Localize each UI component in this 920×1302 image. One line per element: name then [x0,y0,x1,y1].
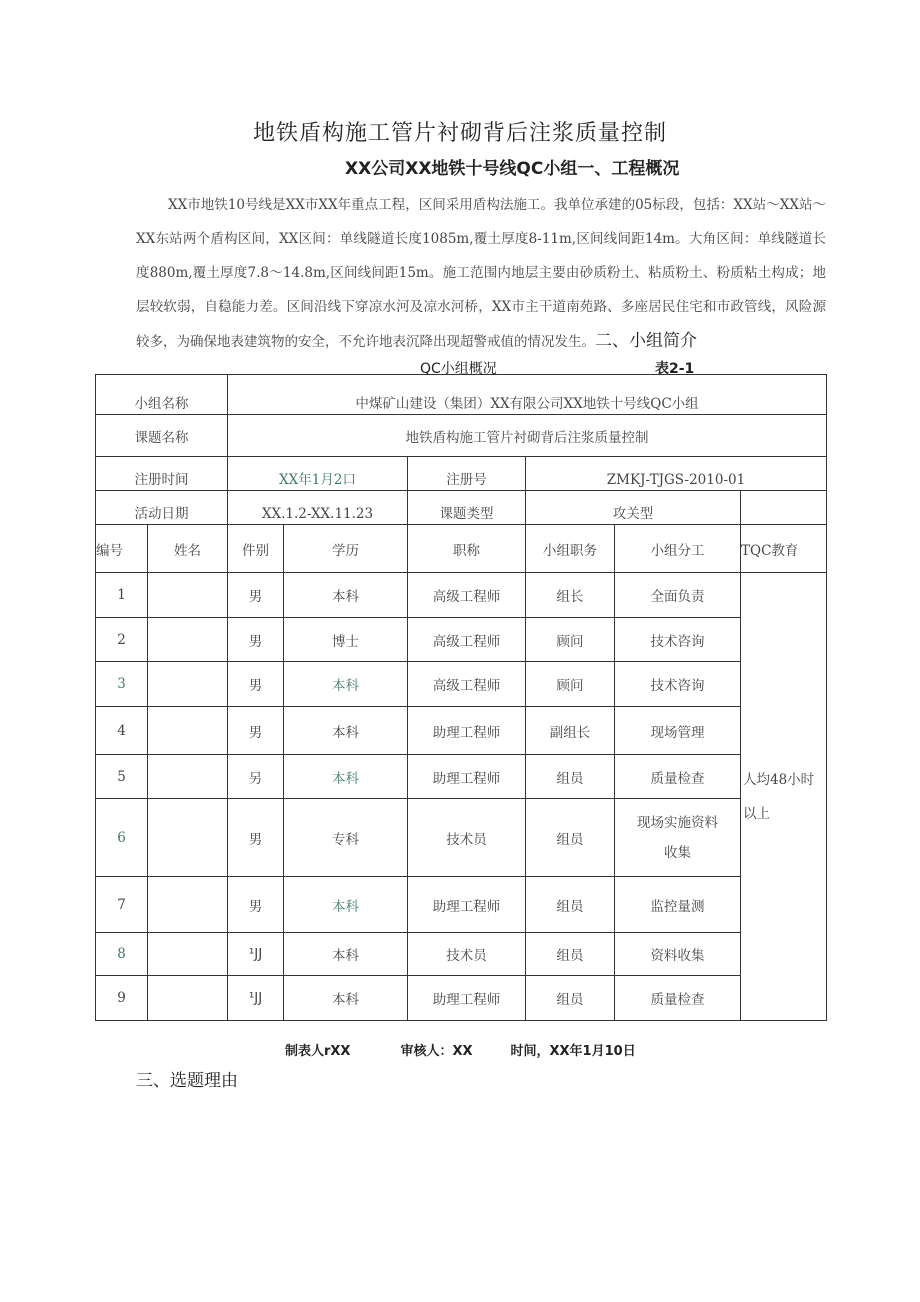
member-gender: ¹JJ [228,933,284,976]
section-2-heading: 二、小组简介 [595,331,697,351]
member-title: 高级工程师 [408,573,526,618]
member-no: 5 [96,755,148,799]
column-header-row [96,525,827,573]
reg-time-value: XX年1月2口 [228,457,408,491]
topic-value: 地铁盾构施工管片衬砌背后注浆质量控制 [228,415,827,457]
member-name [148,618,228,662]
info-row-activity [96,491,827,525]
col-header-education: 学历 [284,525,408,573]
member-task-text: 现场实施资料收集 [637,814,718,861]
member-education: 专科 [284,799,408,877]
member-gender: ¹JJ [228,976,284,1021]
member-duty: 顾问 [526,618,615,662]
member-duty: 组长 [526,573,615,618]
member-duty: 组员 [526,933,615,976]
table-row [96,662,827,707]
intro-paragraph [136,188,826,359]
col-header-gender: 件别 [228,525,284,573]
member-name [148,976,228,1021]
table-maker: 制表人rXX [285,1044,351,1059]
col-header-task: 小组分工 [615,525,741,573]
table-row [96,707,827,755]
member-title: 技术员 [408,933,526,976]
member-title: 高级工程师 [408,662,526,707]
member-education: 本科 [284,877,408,933]
member-duty: 组员 [526,799,615,877]
member-name [148,573,228,618]
member-gender: 男 [228,662,284,707]
member-task: 现场管理 [615,707,741,755]
group-name-value: 中煤矿山建设（集团）XX有限公司XX地铁十号线QC小组 [228,375,827,415]
table-row [96,618,827,662]
member-title: 助理工程师 [408,877,526,933]
member-duty: 组员 [526,976,615,1021]
intro-text: XX市地铁10号线是XX市XX年重点工程，区间采用盾构法施工。我单位承建的05标段，包括：XX站～XX站～XX东站两个盾构区间，XX区间：单线隧道长度1085m,覆土厚度8-11m,区间线间距14m。大角区间：单线隧道长度880m,覆土厚度7.8～14.8m,区间线间距15m。施工范围内地层主要由砂质粉土、粘质粉土、粉质粘土构成；地层较软弱，自稳能力差。区间沿线下穿凉水河及凉水河桥，XX市主干道南苑路、多座居民住宅和市政管线，风险源较多，为确保地表建筑物的安全，不允许地表沉降出现超警戒值的情况发生。 [136,197,826,350]
member-education: 本科 [284,707,408,755]
member-task: 资料收集 [615,933,741,976]
reg-time-label: 注册时间 [96,457,228,491]
reg-no-label: 注册号 [408,457,526,491]
blank-cell [741,491,827,525]
table-footer [285,1040,636,1059]
member-education: 博士 [284,618,408,662]
member-no: 2 [96,618,148,662]
member-no: 6 [96,799,148,877]
member-gender: 男 [228,707,284,755]
member-title: 助理工程师 [408,755,526,799]
member-duty: 副组长 [526,707,615,755]
member-name [148,799,228,877]
activity-label: 活动日期 [96,491,228,525]
member-gender: 男 [228,877,284,933]
topic-type-value: 攻关型 [526,491,741,525]
member-task: 质量检查 [615,755,741,799]
member-education: 本科 [284,933,408,976]
member-duty: 组员 [526,877,615,933]
member-name [148,662,228,707]
page-title: 地铁盾构施工管片衬砌背后注浆质量控制 [252,121,667,146]
member-education: 本科 [284,976,408,1021]
info-row-registration [96,457,827,491]
tqc-text: 人均48小时以上 [743,771,815,822]
member-task: 技术咨询 [615,618,741,662]
member-task: 技术咨询 [615,662,741,707]
table-reviewer: 审核人：XX [400,1044,473,1059]
member-title: 助理工程师 [408,976,526,1021]
member-name [148,707,228,755]
member-name [148,755,228,799]
info-row-group-name [96,375,827,415]
table-number: 表2-1 [655,361,695,377]
table-row [96,933,827,976]
member-gender: 男 [228,573,284,618]
topic-label: 课题名称 [96,415,228,457]
member-no: 3 [96,662,148,707]
member-education: 本科 [284,662,408,707]
table-row [96,877,827,933]
member-task: 全面负责 [615,573,741,618]
member-duty: 顾问 [526,662,615,707]
member-no: 4 [96,707,148,755]
member-name [148,933,228,976]
table-row [96,755,827,799]
member-gender: 男 [228,618,284,662]
member-task [615,799,741,877]
col-header-name: 姓名 [148,525,228,573]
info-row-topic [96,415,827,457]
member-task: 监控量测 [615,877,741,933]
section-3-heading: 三、选题理由 [136,1071,238,1091]
member-title: 助理工程师 [408,707,526,755]
member-gender: 另 [228,755,284,799]
table-row [96,573,827,618]
member-title: 高级工程师 [408,618,526,662]
topic-type-label: 课题类型 [408,491,526,525]
member-duty: 组员 [526,755,615,799]
table-row [96,799,827,877]
member-gender: 男 [228,799,284,877]
member-education: 本科 [284,573,408,618]
subtitle: XX公司XX地铁十号线QC小组一、工程概况 [345,159,680,179]
member-education: 本科 [284,755,408,799]
col-header-tqc: TQC教育 [741,525,827,573]
col-header-duty: 小组职务 [526,525,615,573]
table-row [96,976,827,1021]
member-no: 8 [96,933,148,976]
activity-value: XX.1.2-XX.11.23 [228,491,408,525]
col-header-title: 职称 [408,525,526,573]
table-time: 时间，XX年1月10日 [510,1044,636,1059]
table-caption: QC小组概况 [420,361,497,377]
reg-no-value: ZMKJ-TJGS-2010-01 [526,457,827,491]
tqc-education-value [741,573,827,1021]
member-no: 1 [96,573,148,618]
member-name [148,877,228,933]
member-title: 技术员 [408,799,526,877]
col-header-no: 编号 [96,525,148,573]
group-name-label: 小组名称 [96,375,228,415]
member-no: 9 [96,976,148,1021]
member-task: 质量检查 [615,976,741,1021]
qc-group-table [95,374,827,1021]
member-no: 7 [96,877,148,933]
